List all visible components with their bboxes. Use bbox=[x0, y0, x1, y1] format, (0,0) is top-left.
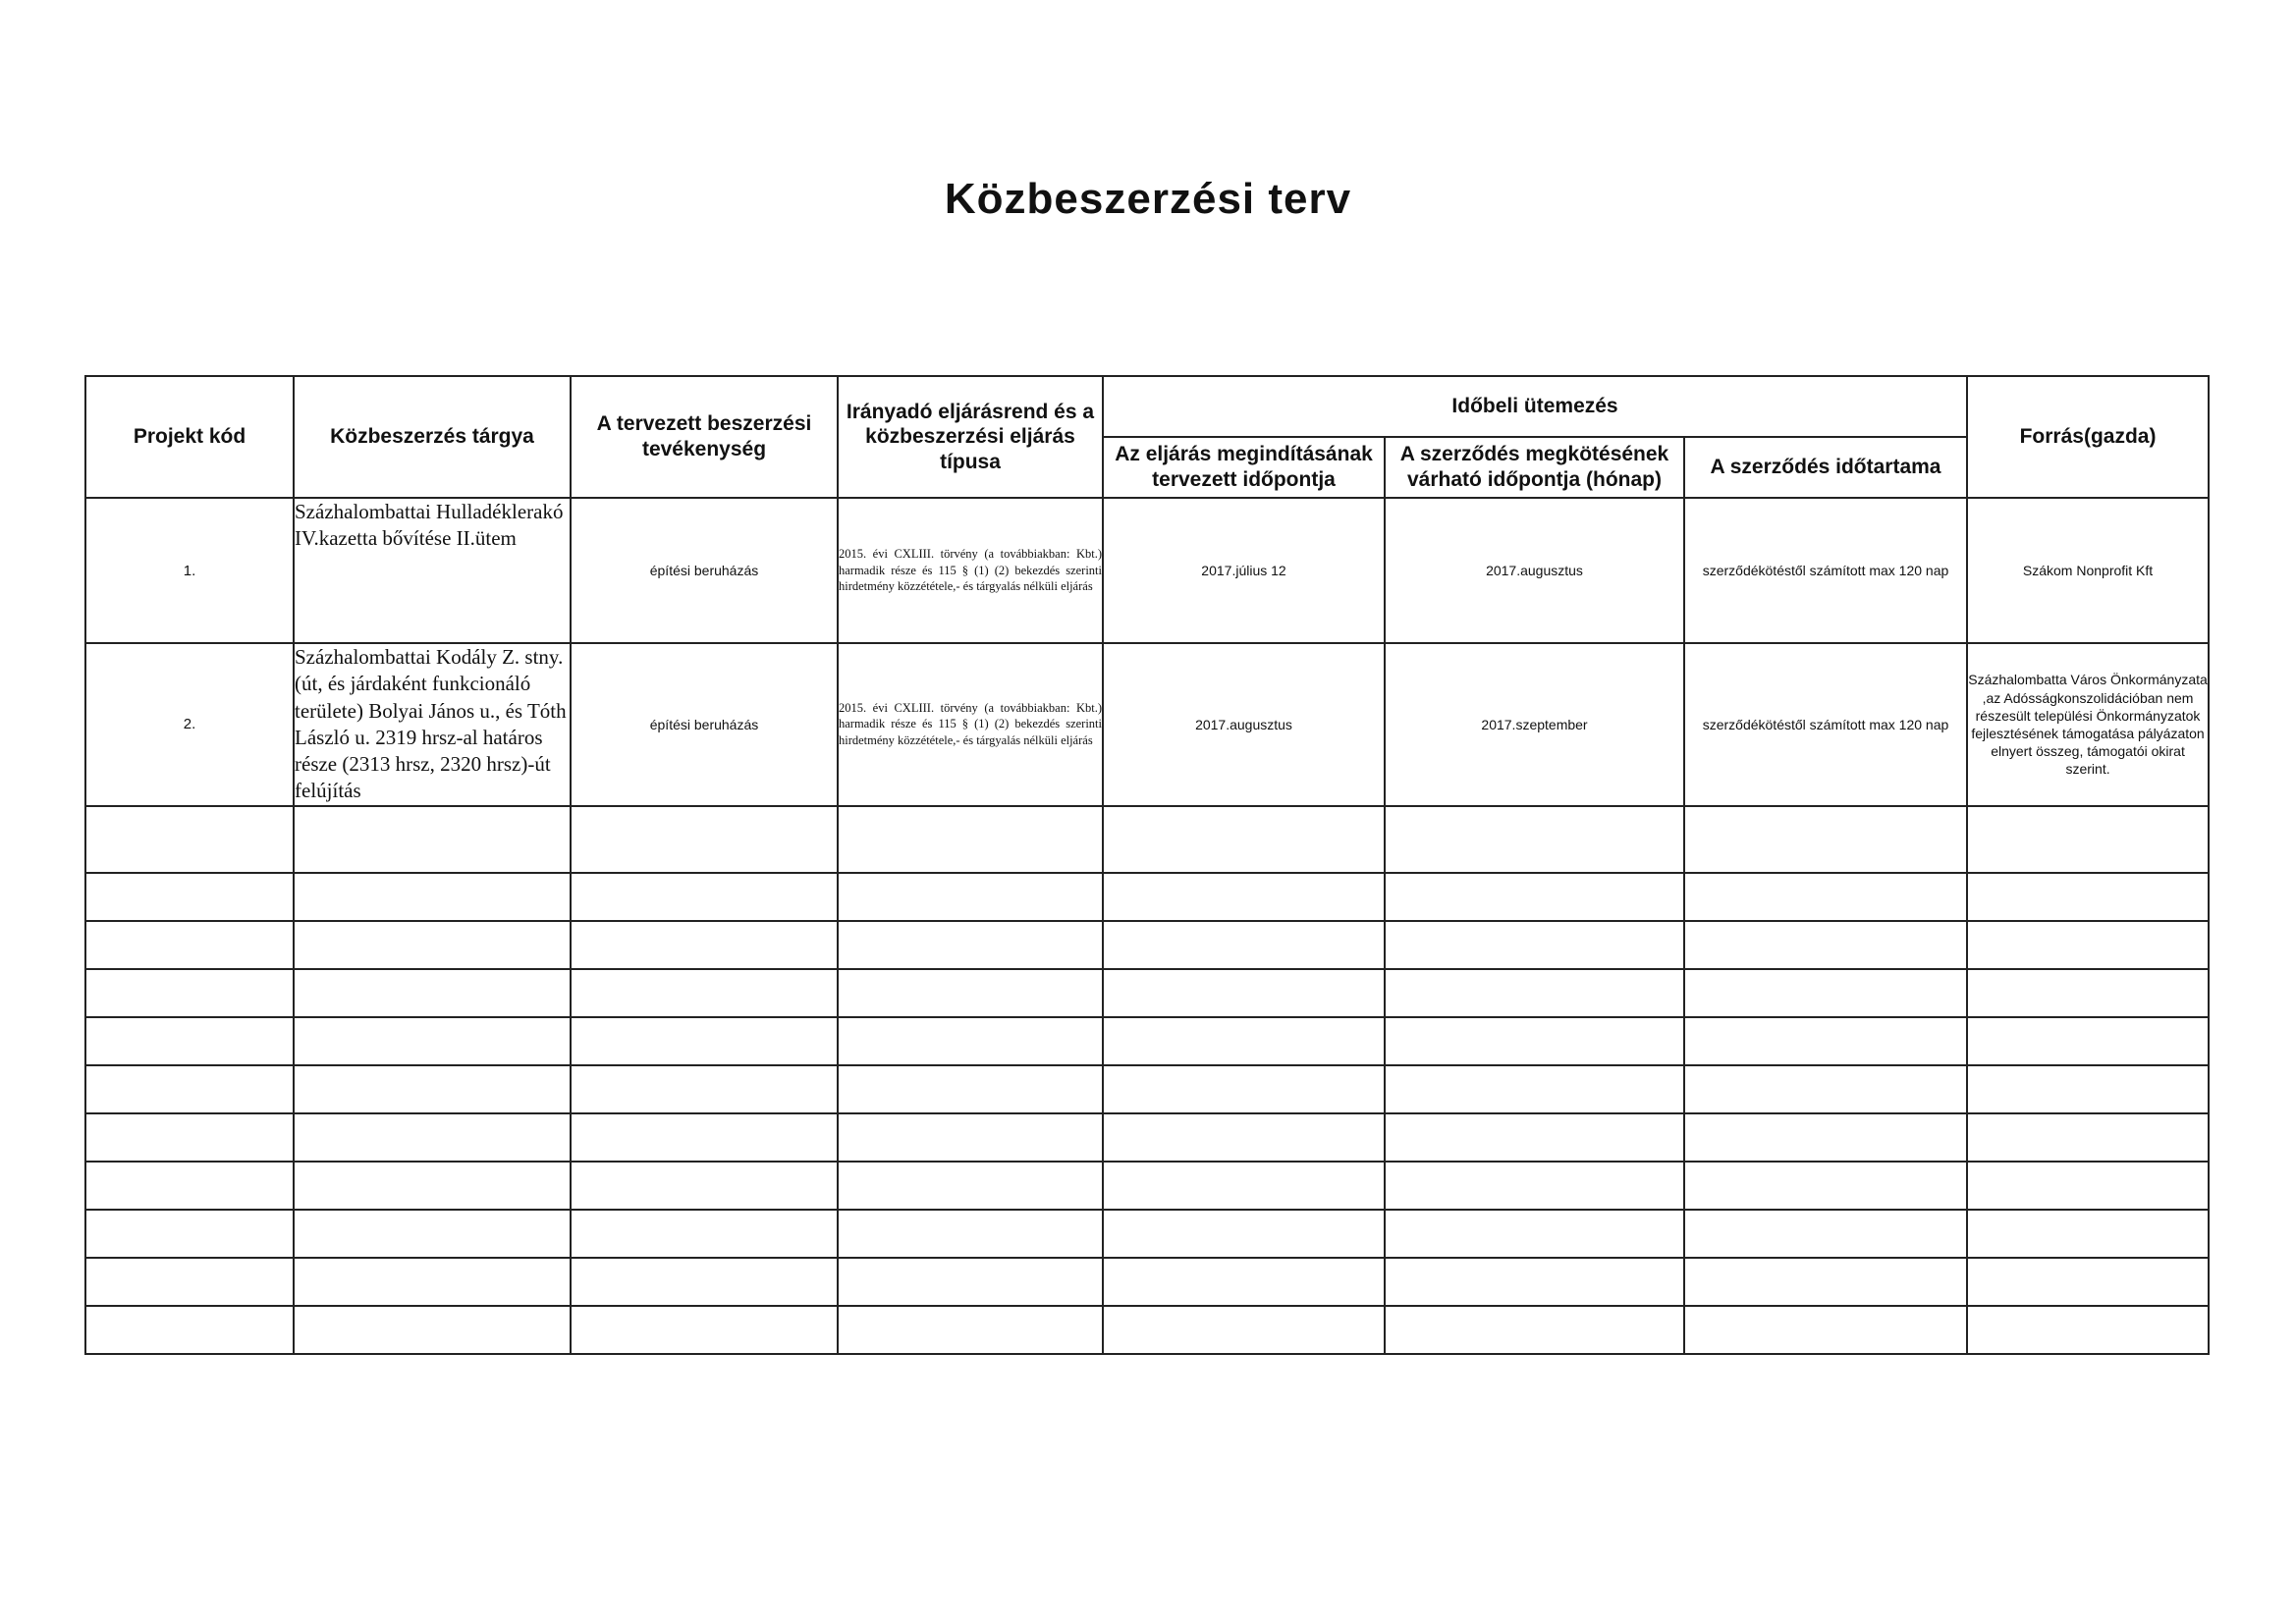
empty-row bbox=[85, 1210, 2209, 1258]
header-targya: Közbeszerzés tárgya bbox=[294, 376, 571, 498]
row-eljarasrend: 2015. évi CXLIII. törvény (a továbbiakban: Kbt.) harmadik része és 115 § (1) (2) bekezdés szerinti hirdetmény közzététele,- és tárgyalás nélküli eljárás bbox=[838, 643, 1103, 806]
row-megkotes: 2017.szeptember bbox=[1385, 643, 1684, 806]
row-idotartam: szerződékötéstől számított max 120 nap bbox=[1684, 643, 1967, 806]
row-projekt-kod: 1. bbox=[85, 498, 294, 643]
row-megindits: 2017.július 12 bbox=[1103, 498, 1385, 643]
row-targya: Százhalombattai Kodály Z. stny. (út, és járdaként funkcionáló területe) Bolyai János u., és Tóth László u. 2319 hrsz-al határos része (2313 hrsz, 2320 hrsz)-út felújítás bbox=[294, 643, 571, 806]
header-idobeli-utemezes: Időbeli ütemezés bbox=[1103, 376, 1967, 437]
empty-row bbox=[85, 1162, 2209, 1210]
header-tevekenyseg: A tervezett beszerzési tevékenység bbox=[571, 376, 838, 498]
empty-row bbox=[85, 1065, 2209, 1113]
empty-row bbox=[85, 969, 2209, 1017]
header-forras: Forrás(gazda) bbox=[1967, 376, 2209, 498]
row-forras: Százhalombatta Város Önkormányzata ,az Adósságkonszolidációban nem részesült települési Önkormányzatok fejlesztésének támogatása pályázaton elnyert összeg, támogatói okirat szerint. bbox=[1967, 643, 2209, 806]
table-row bbox=[85, 498, 2209, 643]
row-eljarasrend: 2015. évi CXLIII. törvény (a továbbiakban: Kbt.) harmadik része és 115 § (1) (2) bekezdés szerinti hirdetmény közzététele,- és tárgyalás nélküli eljárás bbox=[838, 498, 1103, 643]
empty-row bbox=[85, 1258, 2209, 1306]
table-row bbox=[85, 643, 2209, 806]
empty-row bbox=[85, 1306, 2209, 1354]
row-projekt-kod: 2. bbox=[85, 643, 294, 806]
header-eljarasrend: Irányadó eljárásrend és a közbeszerzési eljárás típusa bbox=[838, 376, 1103, 498]
row-megindits: 2017.augusztus bbox=[1103, 643, 1385, 806]
page-title: Közbeszerzési terv bbox=[944, 175, 1352, 223]
row-targya: Százhalombattai Hulladéklerakó IV.kazetta bővítése II.ütem bbox=[294, 498, 571, 643]
header-megindits: Az eljárás megindításának tervezett időpontja bbox=[1103, 437, 1385, 498]
empty-row bbox=[85, 1113, 2209, 1162]
empty-row bbox=[85, 873, 2209, 921]
empty-row bbox=[85, 921, 2209, 969]
header-projekt-kod: Projekt kód bbox=[85, 376, 294, 498]
row-megkotes: 2017.augusztus bbox=[1385, 498, 1684, 643]
header-idotartam: A szerződés időtartama bbox=[1684, 437, 1967, 498]
empty-row bbox=[85, 1017, 2209, 1065]
row-tevekenyseg: építési beruházás bbox=[571, 498, 838, 643]
row-tevekenyseg: építési beruházás bbox=[571, 643, 838, 806]
row-idotartam: szerződékötéstől számított max 120 nap bbox=[1684, 498, 1967, 643]
empty-row bbox=[85, 806, 2209, 873]
row-forras: Szákom Nonprofit Kft bbox=[1967, 498, 2209, 643]
procurement-plan-table bbox=[84, 375, 2210, 1355]
header-megkotes: A szerződés megkötésének várható időpontja (hónap) bbox=[1385, 437, 1684, 498]
